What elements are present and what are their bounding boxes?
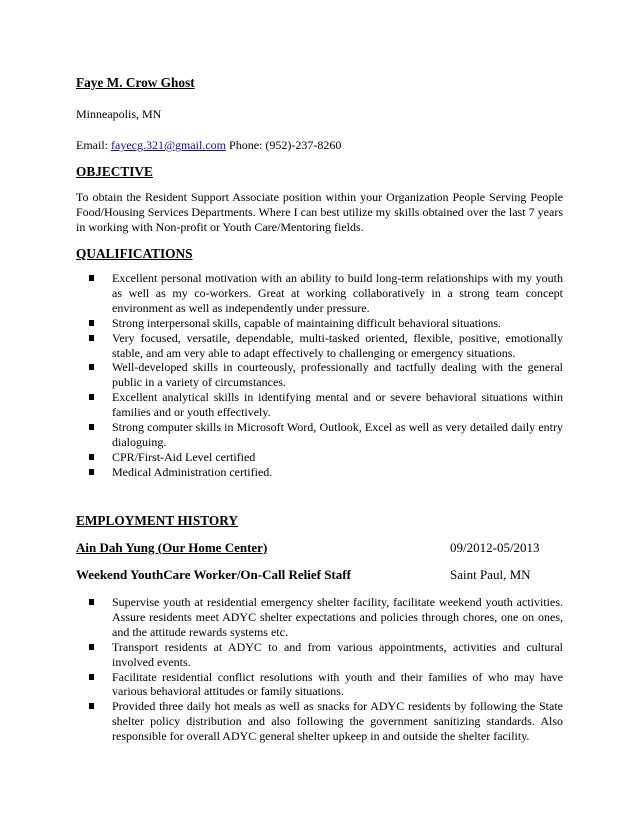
job-title: Weekend YouthCare Worker/On-Call Relief Staff xyxy=(76,567,351,582)
list-item: Facilitate residential conflict resolutions with youth and their families of who may have various behavioral attitudes or family situations. xyxy=(76,670,563,700)
list-item: Medical Administration certified. xyxy=(76,465,563,480)
bullet-icon xyxy=(89,320,94,326)
bullet-icon xyxy=(89,335,94,341)
bullet-icon xyxy=(89,644,94,650)
location: Minneapolis, MN xyxy=(76,107,162,121)
list-item: Excellent personal motivation with an ability to build long-term relationships with my youth as well as my co-workers. Great at working collaboratively in a strong team concept environment as well as independently under pressure. xyxy=(76,271,563,316)
email-link[interactable]: fayecg.321@gmail.com xyxy=(111,138,227,152)
email-label: Email: xyxy=(76,138,108,152)
bullet-icon xyxy=(89,424,94,430)
list-item: Very focused, versatile, dependable, multi-tasked oriented, flexible, positive, emotionally stable, and am very able to adapt effectively to challenging or emergency situations. xyxy=(76,331,563,361)
candidate-name: Faye M. Crow Ghost xyxy=(76,75,195,90)
list-item: Strong interpersonal skills, capable of maintaining difficult behavioral situations. xyxy=(76,316,563,331)
bullet-icon xyxy=(89,703,94,709)
bullet-icon xyxy=(89,394,94,400)
qualifications-heading-text: QUALIFICATIONS xyxy=(76,246,193,261)
list-item: CPR/First-Aid Level certified xyxy=(76,450,563,465)
objective-heading xyxy=(76,163,563,180)
list-item: Transport residents at ADYC to and from various appointments, activities and cultural involved events. xyxy=(76,640,563,670)
qualifications-heading xyxy=(76,245,563,262)
bullet-icon xyxy=(89,674,94,680)
employment-heading xyxy=(76,512,563,529)
list-item: Excellent analytical skills in identifying mental and or severe behavioral situations within families and or youth effectively. xyxy=(76,390,563,420)
list-item: Well-developed skills in courteously, professionally and tactfully dealing with the general public in a variety of circumstances. xyxy=(76,360,563,390)
objective-text: To obtain the Resident Support Associate position within your Organization People Serving People Food/Housing Services Departments. Where I can best utilize my skills obtained over the last 7 years in working with Non-profit or Youth Care/Mentoring fields. xyxy=(76,190,563,235)
bullet-icon xyxy=(89,599,94,605)
bullet-icon xyxy=(89,469,94,475)
name-heading xyxy=(76,74,563,91)
bullet-icon xyxy=(89,275,94,281)
phone-label: Phone: xyxy=(229,138,263,152)
objective-heading-text: OBJECTIVE xyxy=(76,164,153,179)
list-item: Strong computer skills in Microsoft Word, Outlook, Excel as well as very detailed daily entry dialoguing. xyxy=(76,420,563,450)
qualifications-list xyxy=(76,271,563,480)
employment-heading-text: EMPLOYMENT HISTORY xyxy=(76,513,238,528)
list-item: Provided three daily hot meals as well as snacks for ADYC residents by following the State shelter policy distribution and also following the government sanitizing standards. Also responsible for overall ADYC general shelter upkeep in and outside the shelter facility. xyxy=(76,699,563,744)
employer-name: Ain Dah Yung (Our Home Center) xyxy=(76,540,268,555)
list-item: Supervise youth at residential emergency shelter facility, facilitate weekend youth activities. Assure residents meet ADYC shelter expectations and policies through chores, one on ones, and the attitude rewards systems etc. xyxy=(76,595,563,640)
duties-list xyxy=(76,595,563,744)
bullet-icon xyxy=(89,364,94,370)
bullet-icon xyxy=(89,454,94,460)
employment-dates: 09/2012-05/2013 xyxy=(450,540,540,555)
phone-number: (952)-237-8260 xyxy=(265,138,342,152)
contact-line xyxy=(76,138,341,153)
job-city: Saint Paul, MN xyxy=(450,567,531,582)
